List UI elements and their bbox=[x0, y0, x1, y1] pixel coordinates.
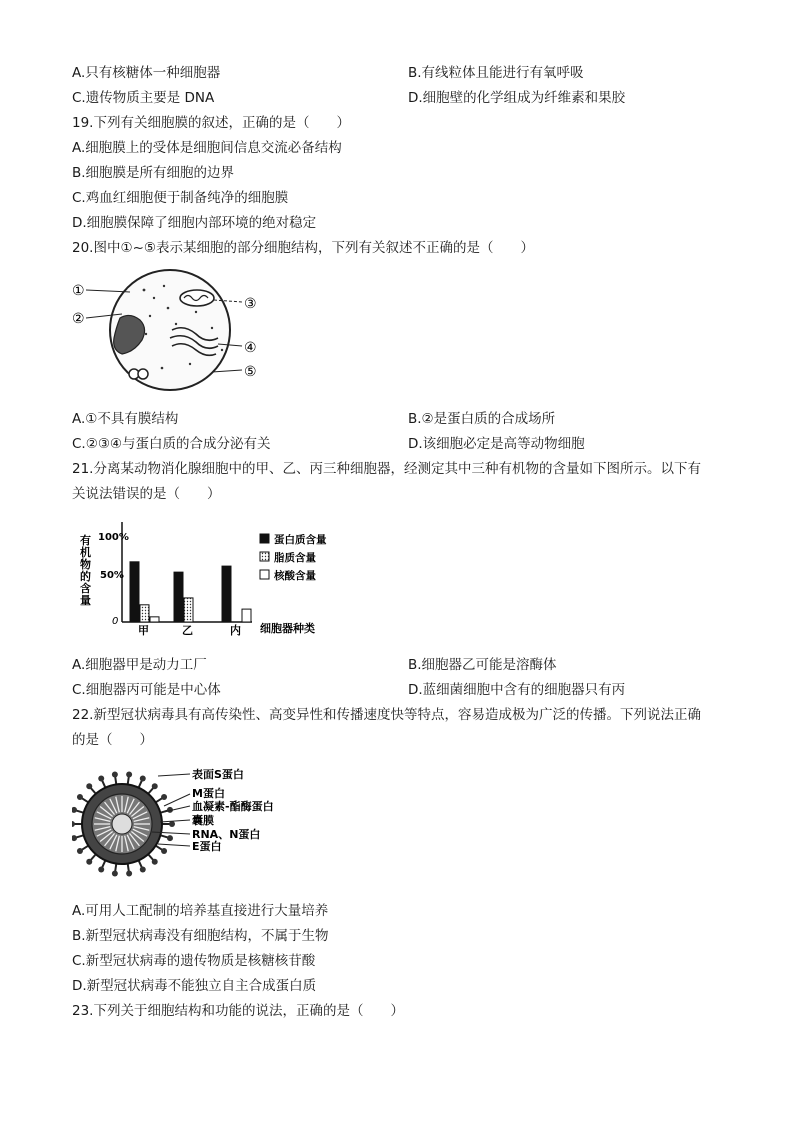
virus-label-m: M蛋白 bbox=[192, 787, 225, 800]
virus-label-envelope: 囊膜 bbox=[192, 814, 214, 827]
cell-diagram bbox=[72, 268, 272, 398]
virus-label-s: 表面S蛋白 bbox=[192, 768, 244, 781]
q22-option-b: B.新型冠状病毒没有细胞结构，不属于生物 bbox=[72, 928, 329, 944]
y-axis-label-char: 有 bbox=[80, 534, 91, 547]
q22-option-a: A.可用人工配制的培养基直接进行大量培养 bbox=[72, 903, 329, 919]
legend-swatch bbox=[260, 534, 269, 543]
q22-stem-line2: 的是（ ） bbox=[72, 732, 153, 748]
virus-diagram bbox=[72, 762, 312, 886]
x-category-label: 内 bbox=[230, 624, 241, 637]
mitochondrion-shape bbox=[180, 290, 214, 306]
q21-option-a: A.细胞器甲是动力工厂 bbox=[72, 657, 207, 673]
bar-protein-2 bbox=[222, 566, 231, 622]
virus-label-he: 血凝素-酯酶蛋白 bbox=[192, 800, 274, 813]
legend-swatch bbox=[260, 570, 269, 579]
q19-stem: 19.下列有关细胞膜的叙述，正确的是（ ） bbox=[72, 115, 350, 131]
legend-label: 蛋白质含量 bbox=[274, 534, 327, 546]
q21-stem-line1: 21.分离某动物消化腺细胞中的甲、乙、丙三种细胞器，经测定其中三种有机物的含量如下图所示。以下有 bbox=[72, 461, 701, 477]
q21-option-d: D.蓝细菌细胞中含有的细胞器只有丙 bbox=[408, 682, 626, 698]
virus-label-rna-n: RNA、N蛋白 bbox=[192, 828, 261, 841]
x-category-label: 乙 bbox=[182, 624, 193, 637]
y-axis-label bbox=[80, 533, 91, 607]
q18-option-c: C.遗传物质主要是 DNA bbox=[72, 90, 215, 106]
q21-stem-line2: 关说法错误的是（ ） bbox=[72, 486, 221, 502]
q19-option-c: C.鸡血红细胞便于制备纯净的细胞膜 bbox=[72, 190, 289, 206]
chart-legend bbox=[260, 533, 327, 582]
q22-option-d: D.新型冠状病毒不能独立自主合成蛋白质 bbox=[72, 978, 317, 994]
q22-stem-line1: 22.新型冠状病毒具有高传染性、高变异性和传播速度快等特点，容易造成极为广泛的传播。下列说法正确 bbox=[72, 707, 701, 723]
label-5: ⑤ bbox=[244, 364, 257, 380]
q22-option-c: C.新型冠状病毒的遗传物质是核糖核苷酸 bbox=[72, 953, 316, 969]
virus-label-e: E蛋白 bbox=[192, 840, 222, 853]
q21-option-b: B.细胞器乙可能是溶酶体 bbox=[408, 657, 557, 673]
q18-option-b: B.有线粒体且能进行有氧呼吸 bbox=[408, 65, 584, 81]
x-category-label: 甲 bbox=[138, 624, 149, 637]
q20-option-d: D.该细胞必定是高等动物细胞 bbox=[408, 436, 585, 452]
bar-lipid-0 bbox=[140, 605, 149, 622]
q18-option-a: A.只有核糖体一种细胞器 bbox=[72, 65, 221, 81]
legend-swatch bbox=[260, 552, 269, 561]
bar-nucleic-acid-2 bbox=[242, 609, 251, 622]
q21-option-c: C.细胞器丙可能是中心体 bbox=[72, 682, 221, 698]
q23-stem: 23.下列关于细胞结构和功能的说法，正确的是（ ） bbox=[72, 1003, 404, 1019]
q19-option-d: D.细胞膜保障了细胞内部环境的绝对稳定 bbox=[72, 215, 317, 231]
label-4: ④ bbox=[244, 340, 257, 356]
bar-lipid-1 bbox=[184, 598, 193, 622]
q20-option-b: B.②是蛋白质的合成场所 bbox=[408, 411, 556, 427]
x-axis-label: 细胞器种类 bbox=[260, 622, 315, 635]
y-axis-label-char: 物 bbox=[80, 558, 91, 571]
centriole-shape bbox=[129, 369, 148, 379]
legend-label: 核酸含量 bbox=[274, 570, 316, 582]
legend-label: 脂质含量 bbox=[274, 552, 316, 564]
ytick-100: 100% bbox=[98, 532, 129, 543]
bar-nucleic-acid-0 bbox=[150, 617, 159, 622]
q19-option-b: B.细胞膜是所有细胞的边界 bbox=[72, 165, 235, 181]
q19-option-a: A.细胞膜上的受体是细胞间信息交流必备结构 bbox=[72, 140, 342, 156]
q18-option-d: D.细胞壁的化学组成为纤维素和果胶 bbox=[408, 90, 626, 106]
y-axis-label-char: 量 bbox=[80, 594, 91, 607]
bar-protein-0 bbox=[130, 562, 139, 622]
q20-option-a: A.①不具有膜结构 bbox=[72, 411, 179, 427]
q20-stem: 20.图中①~⑤表示某细胞的部分细胞结构，下列有关叙述不正确的是（ ） bbox=[72, 240, 534, 256]
y-axis-label-char: 机 bbox=[80, 546, 91, 559]
y-axis-label-char: 的 bbox=[80, 570, 91, 583]
label-2: ② bbox=[72, 311, 85, 327]
q20-option-c: C.②③④与蛋白质的合成分泌有关 bbox=[72, 436, 271, 452]
y-axis-label-char: 含 bbox=[80, 582, 91, 595]
organelle-bar-chart bbox=[72, 516, 342, 640]
label-1: ① bbox=[72, 283, 85, 299]
ytick-50: 50% bbox=[100, 570, 124, 581]
ytick-0: 0 bbox=[112, 616, 119, 627]
bar-protein-1 bbox=[174, 572, 183, 622]
label-3: ③ bbox=[244, 296, 257, 312]
